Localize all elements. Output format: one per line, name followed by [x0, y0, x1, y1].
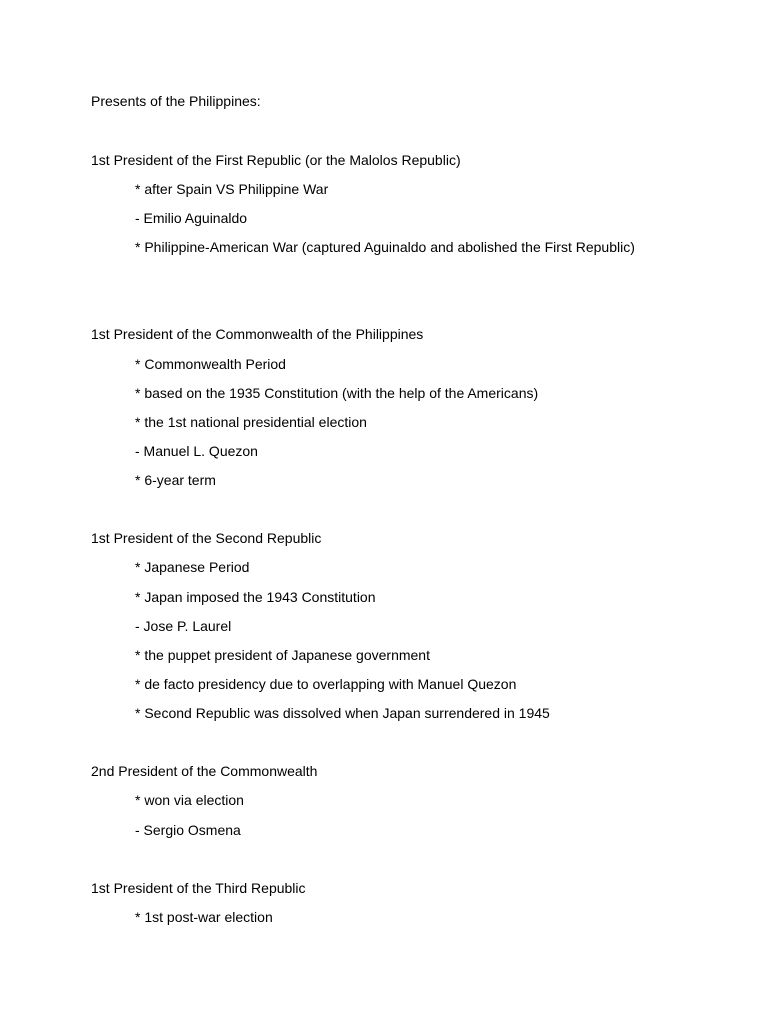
section-item: * Philippine-American War (captured Aguinaldo and abolished the First Republic): [135, 239, 635, 255]
section-item: * won via election: [135, 792, 244, 808]
section-item: * 1st post-war election: [135, 909, 273, 925]
section-item: * the puppet president of Japanese government: [135, 647, 430, 663]
section-item: - Manuel L. Quezon: [135, 443, 258, 459]
section-item: * Second Republic was dissolved when Japan surrendered in 1945: [135, 705, 550, 721]
section-item: * Commonwealth Period: [135, 356, 286, 372]
section-item: * Japan imposed the 1943 Constitution: [135, 589, 376, 605]
section-item: - Jose P. Laurel: [135, 618, 232, 634]
section-item: - Emilio Aguinaldo: [135, 210, 248, 226]
section-heading: 1st President of the Third Republic: [91, 880, 306, 896]
document-title: Presents of the Philippines:: [91, 93, 261, 109]
section-item: * based on the 1935 Constitution (with the help of the Americans): [135, 385, 539, 401]
section-item: * de facto presidency due to overlapping with Manuel Quezon: [135, 676, 517, 692]
section-item: * 6-year term: [135, 472, 216, 488]
section-heading: 1st President of the Second Republic: [91, 530, 322, 546]
section-heading: 1st President of the First Republic (or the Malolos Republic): [91, 152, 461, 168]
section-item: * after Spain VS Philippine War: [135, 181, 329, 197]
section-heading: 2nd President of the Commonwealth: [91, 763, 318, 779]
section-item: * Japanese Period: [135, 559, 250, 575]
section-item: - Sergio Osmena: [135, 822, 241, 838]
section-item: * the 1st national presidential election: [135, 414, 367, 430]
section-heading: 1st President of the Commonwealth of the Philippines: [91, 326, 424, 342]
